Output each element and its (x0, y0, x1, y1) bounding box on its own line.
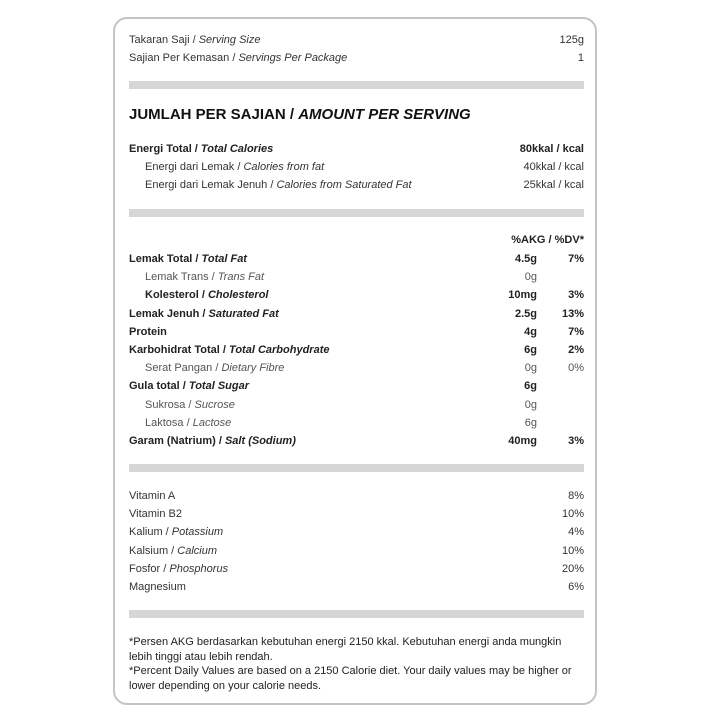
dv-header: %AKG / %DV* (511, 234, 584, 246)
nutrient-amount: 2.5g (514, 307, 537, 320)
divider (129, 81, 584, 89)
vitamin-pct: 10% (561, 508, 584, 521)
nutrient-amount: 0g (524, 362, 537, 375)
vitamin-pct: 10% (561, 544, 584, 557)
serving-section (129, 31, 584, 67)
row-label: Karbohidrat Total / Total Carbohydrate (129, 343, 330, 356)
energy-row (129, 158, 584, 176)
vitamin-pct: 20% (561, 562, 584, 575)
row-value: 80kkal / kcal (519, 143, 584, 155)
footnote (129, 635, 584, 693)
nutrient-amount: 40mg (508, 434, 537, 447)
row-label: Vitamin B2 (129, 508, 182, 521)
nutrient-amount: 6g (524, 343, 537, 356)
vitamin-row (129, 542, 584, 560)
nutrient-row (129, 377, 584, 395)
row-label: Serat Pangan / Dietary Fibre (145, 362, 285, 375)
vitamin-pct: 4% (568, 526, 584, 539)
energy-row (129, 140, 584, 158)
nutrient-pct: 3% (568, 434, 584, 447)
row-label: Lemak Trans / Trans Fat (145, 271, 265, 284)
row-label: Lemak Jenuh / Saturated Fat (129, 307, 279, 320)
nutrient-amount: 4.5g (514, 253, 537, 265)
nutrient-amount: 6g (524, 416, 537, 429)
row-label: Laktosa / Lactose (145, 416, 232, 429)
title-id: JUMLAH PER SAJIAN (129, 106, 286, 123)
footnote-id: *Persen AKG berdasarkan kebutuhan energi 2150 kkal. Kebutuhan energi anda mungkin lebih tinggi atau lebih rendah. (129, 636, 562, 663)
nutrients-section (129, 250, 584, 450)
nutrient-row (129, 323, 584, 341)
footnote-en: *Percent Daily Values are based on a 2150 Calorie diet. Your daily values may be higher or lower depending on your calorie needs. (129, 665, 572, 692)
nutrient-row (129, 341, 584, 359)
nutrient-pct: 2% (568, 343, 584, 356)
row-label: Lemak Total / Total Fat (129, 253, 247, 265)
nutrient-pct (537, 414, 584, 432)
nutrient-row (129, 286, 584, 304)
nutrient-pct (537, 268, 584, 286)
vitamin-pct: 8% (568, 490, 584, 502)
vitamin-row (129, 505, 584, 523)
nutrient-pct: 13% (561, 307, 584, 320)
nutrient-row (129, 305, 584, 323)
divider (129, 610, 584, 618)
row-label: Takaran Saji / Serving Size (129, 34, 261, 46)
nutrient-amount: 0g (524, 398, 537, 411)
row-label: Energi Total / Total Calories (129, 143, 274, 155)
nutrient-pct: 0% (568, 362, 584, 375)
nutrient-row (129, 432, 584, 450)
vitamin-row (129, 523, 584, 541)
serving-row (129, 31, 584, 49)
row-label: Gula total / Total Sugar (129, 380, 250, 393)
nutrient-row (129, 268, 584, 286)
nutrient-row (129, 414, 584, 432)
row-label: Kalium / Potassium (129, 526, 224, 539)
nutrient-pct (537, 377, 584, 395)
row-value: 125g (559, 34, 584, 46)
amount-per-serving-title: JUMLAH PER SAJIAN / AMOUNT PER SERVING (129, 106, 471, 123)
energy-section (129, 140, 584, 195)
nutrient-pct: 7% (568, 253, 584, 265)
divider (129, 464, 584, 472)
row-value: 25kkal / kcal (523, 179, 584, 192)
vitamin-row (129, 578, 584, 596)
nutrient-amount: 10mg (508, 289, 537, 302)
title-en: AMOUNT PER SERVING (298, 106, 471, 123)
row-label: Energi dari Lemak / Calories from fat (145, 161, 325, 174)
row-label: Garam (Natrium) / Salt (Sodium) (129, 434, 296, 447)
nutrient-row (129, 396, 584, 414)
row-label: Sukrosa / Sucrose (145, 398, 235, 411)
row-value: 40kkal / kcal (523, 161, 584, 174)
vitamins-section (129, 487, 584, 596)
nutrient-amount: 6g (524, 380, 537, 393)
row-value: 1 (577, 52, 584, 65)
vitamin-row (129, 487, 584, 505)
nutrient-pct: 7% (568, 325, 584, 338)
nutrient-amount: 0g (524, 271, 537, 284)
nutrient-row (129, 250, 584, 268)
row-label: Kalsium / Calcium (129, 544, 218, 557)
vitamin-row (129, 560, 584, 578)
serving-row (129, 49, 584, 67)
nutrient-pct: 3% (568, 289, 584, 302)
row-label: Sajian Per Kemasan / Servings Per Package (129, 52, 348, 65)
nutrient-pct (537, 396, 584, 414)
nutrient-row (129, 359, 584, 377)
row-label: Vitamin A (129, 490, 176, 502)
nutrient-amount: 4g (524, 325, 537, 338)
row-label: Fosfor / Phosphorus (129, 562, 229, 575)
vitamin-pct: 6% (568, 580, 584, 593)
row-label: Magnesium (129, 580, 186, 593)
row-label: Kolesterol / Cholesterol (145, 289, 269, 302)
energy-row (129, 176, 584, 194)
dv-header-row (129, 231, 584, 249)
row-label: Energi dari Lemak Jenuh / Calories from Saturated Fat (145, 179, 412, 192)
row-label: Protein (129, 325, 167, 338)
divider (129, 209, 584, 217)
